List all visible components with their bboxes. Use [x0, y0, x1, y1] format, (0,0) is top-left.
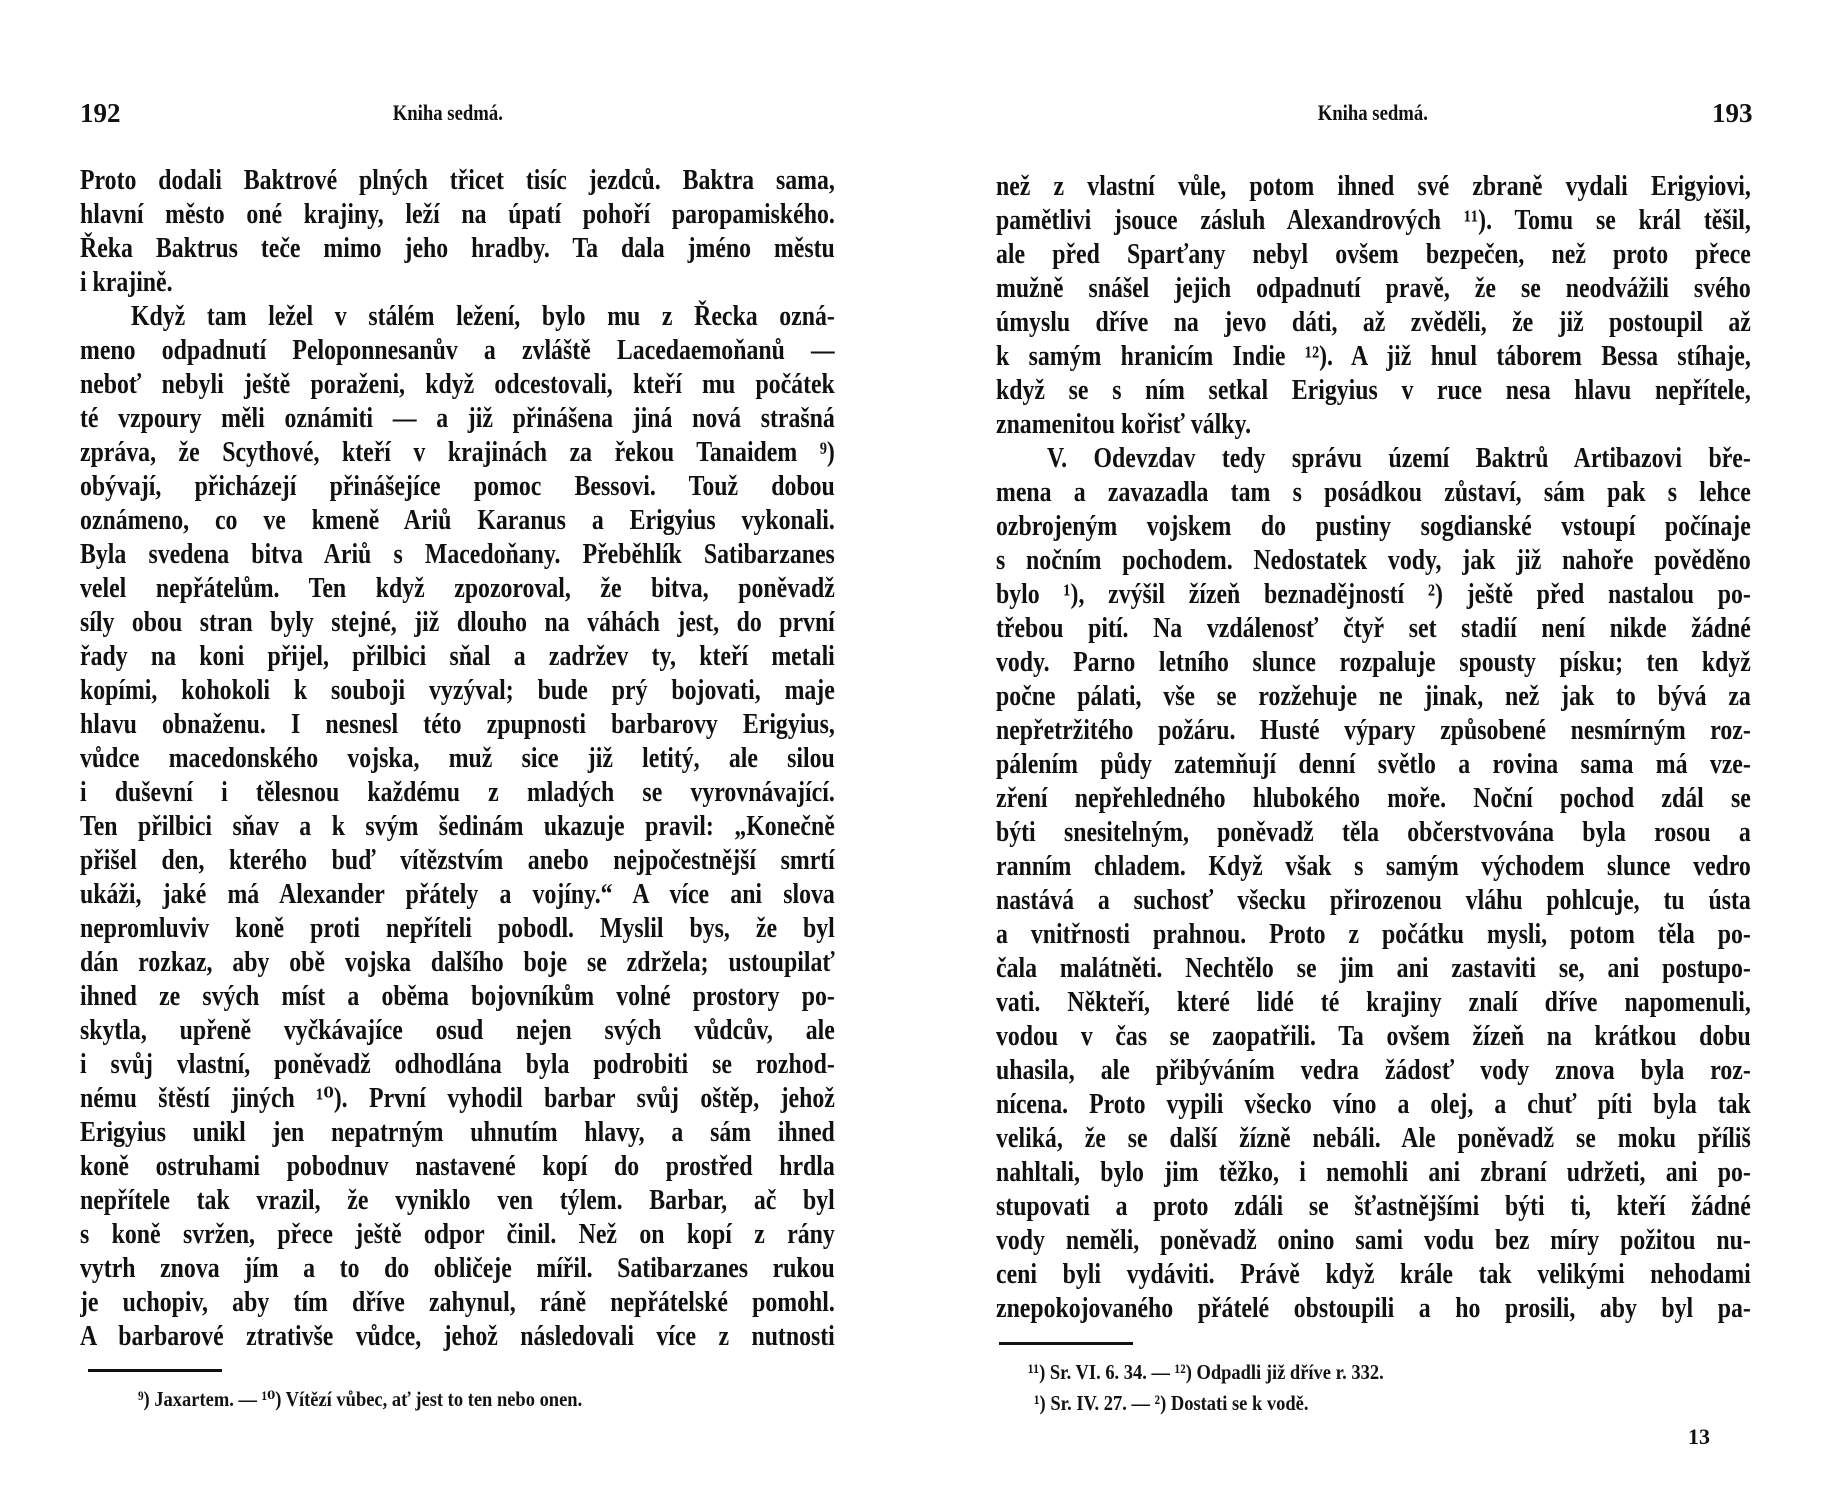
- text-line: nepromluviv koně proti nepříteli pobodl. Myslil bys, že byl: [80, 913, 835, 944]
- text-line: než z vlastní vůle, potom ihned své zbraně vydali Erigyiovi,: [996, 171, 1751, 202]
- text-line: je uchopiv, aby tím dříve zahynul, ráně nepřátelské pomohl.: [80, 1287, 835, 1318]
- text-line: hlavu obnaženu. I nesnesl této zpupnosti barbarovy Erigyius,: [80, 709, 835, 740]
- text-line: znamenitou kořisť války.: [996, 409, 1252, 440]
- footnote-rule: [999, 1342, 1133, 1345]
- text-line: meno odpadnutí Peloponnesanův a zvláště Lacedaemoňanů —: [80, 335, 835, 366]
- footnote: ⁹) Jaxartem. — ¹⁰) Vítězí vůbec, ať jest to ten nebo onen.: [138, 1387, 583, 1411]
- text-line: i duševní i tělesnou každému z mladých se vyrovnávající.: [80, 777, 835, 808]
- text-line: nému štěstí jiných ¹⁰). První vyhodil barbar svůj oštěp, jehož: [80, 1083, 835, 1114]
- text-line: nícena. Proto vypili všecko víno a olej, a chuť píti byla tak: [996, 1089, 1751, 1120]
- text-line: znepokojovaného přátelé obstoupili a ho prosili, aby byl pa-: [996, 1293, 1751, 1324]
- text-line: pamětlivi jsouce zásluh Alexandrových ¹¹). Tomu se král těšil,: [996, 205, 1751, 236]
- text-line: úmyslu dříve na jevo dáti, až zvěděli, že již postoupil až: [996, 307, 1751, 338]
- text-line: nepřetržitého požáru. Husté výpary způsobené nesmírným roz-: [996, 715, 1751, 746]
- running-head: Kniha sedmá.: [1317, 100, 1428, 125]
- text-line: Ten přilbici sňav a k svým šedinám ukazuje pravil: „Konečně: [80, 811, 835, 842]
- page-number: 192: [80, 98, 121, 128]
- text-line: síly obou stran byly stejné, již dlouho na váhách jest, do první: [80, 607, 835, 638]
- text-line: vody. Parno letního slunce rozpaluje spousty písku; ten když: [996, 647, 1751, 678]
- footnote: ¹¹) Sr. VI. 6. 34. — ¹²) Odpadli již dříve r. 332.: [1028, 1360, 1384, 1384]
- text-line: nastává a suchosť všecku přirozenou vláhu pohlcuje, tu ústa: [996, 885, 1751, 916]
- text-line: Když tam ležel v stálém ležení, bylo mu z Řecka ozná-: [131, 301, 835, 332]
- text-line: ihned ze svých míst a oběma bojovníkům volné prostory po-: [80, 981, 835, 1012]
- text-line: mužně snášel jejich odpadnutí pravě, že se neodvážili svého: [996, 273, 1751, 304]
- text-line: neboť nebyli ještě poraženi, když odcestovali, kteří mu počátek: [80, 369, 835, 400]
- page-number: 193: [1712, 98, 1753, 128]
- text-line: ukáži, jaké má Alexander přátely a vojíny.“ A více ani slova: [80, 879, 835, 910]
- text-line: hlavní město oné krajiny, leží na úpatí pohoří paropamiského.: [80, 199, 835, 230]
- text-line: veliká, že se další žízně nebáli. Ale poněvadž se moku příliš: [996, 1123, 1751, 1154]
- text-line: a vnitřnosti prahnou. Proto z počátku mysli, potom těla po-: [996, 919, 1751, 950]
- text-line: býti snesitelným, poněvadž těla občerstvována byla rosou a: [996, 817, 1751, 848]
- text-line: i krajině.: [80, 267, 173, 298]
- footnote-rule: [88, 1369, 222, 1372]
- text-line: vati. Někteří, které lidé té krajiny znalí dříve napomenuli,: [996, 987, 1751, 1018]
- text-line: vytrh znova jím a to do obličeje mířil. Satibarzanes rukou: [80, 1253, 835, 1284]
- text-line: vody neměli, poněvadž onino sami vodu bez míry požitou nu-: [996, 1225, 1751, 1256]
- text-line: mena a zavazadla tam s posádkou zůstaví, sám pak s lehce: [996, 477, 1751, 508]
- text-line: nepřítele tak vrazil, že vyniklo ven týlem. Barbar, ač byl: [80, 1185, 835, 1216]
- text-line: k samým hranicím Indie ¹²). A již hnul táborem Bessa stíhaje,: [996, 341, 1751, 372]
- text-line: s koně svržen, přece ještě odpor činil. Než on kopí z rány: [80, 1219, 835, 1250]
- text-line: přišel den, kterého buď vítězstvím anebo nejpočestnější smrtí: [80, 845, 835, 876]
- text-line: s nočním pochodem. Nedostatek vody, jak již nahoře pověděno: [996, 545, 1751, 576]
- text-line: Byla svedena bitva Ariů s Macedoňany. Přeběhlík Satibarzanes: [80, 539, 835, 570]
- footnote: ¹) Sr. IV. 27. — ²) Dostati se k vodě.: [1034, 1391, 1309, 1415]
- text-line: ranním chladem. Když však s samým východem slunce vedro: [996, 851, 1751, 882]
- text-line: vůdce macedonského vojska, muž sice již letitý, ale silou: [80, 743, 835, 774]
- text-line: třebou pití. Na vzdálenosť čtyř set stadií není nikde žádné: [996, 613, 1751, 644]
- text-line: dán rozkaz, aby obě vojska dalšího boje se zdržela; ustoupilať: [80, 947, 835, 978]
- text-line: obývají, přicházejí přinášejíce pomoc Bessovi. Touž dobou: [80, 471, 835, 502]
- text-line: A barbarové ztrativše vůdce, jehož následovali více z nutnosti: [80, 1321, 835, 1352]
- text-line: V. Odevzdav tedy správu území Baktrů Artibazovi bře-: [1047, 443, 1751, 474]
- text-line: zpráva, že Scythové, kteří v krajinách za řekou Tanaidem ⁹): [80, 437, 835, 468]
- text-line: ceni byli vydáviti. Právě když krále tak velikými nehodami: [996, 1259, 1751, 1290]
- text-line: když se s ním setkal Erigyius v ruce nesa hlavu nepřítele,: [996, 375, 1751, 406]
- text-line: kopími, kohokoli k souboji vyzýval; bude prý bojovati, maje: [80, 675, 835, 706]
- signature-mark: 13: [1688, 1424, 1710, 1449]
- text-line: té vzpoury měli oznámiti — a již přinášena jiná nová strašná: [80, 403, 835, 434]
- text-line: počne pálati, vše se rozžehuje ne jinak, než jak to bývá za: [996, 681, 1751, 712]
- text-line: zření nepřehledného hlubokého moře. Noční pochod zdál se: [996, 783, 1751, 814]
- text-line: Řeka Baktrus teče mimo jeho hradby. Ta dala jméno městu: [80, 233, 835, 264]
- text-line: řady na koni přijel, přilbici sňal a zadržev ty, kteří metali: [80, 641, 835, 672]
- text-line: čala malátněti. Nechtělo se jim ani zastaviti se, ani postupo-: [996, 953, 1751, 984]
- text-line: vodou v čas se zaopatřili. Ta ovšem žízeň na krátkou dobu: [996, 1021, 1751, 1052]
- text-line: uhasila, ale přibýváním vedra žádosť vody znova byla roz-: [996, 1055, 1751, 1086]
- text-line: ale před Sparťany nebyl ovšem bezpečen, než proto přece: [996, 239, 1751, 270]
- text-line: oznámeno, co ve kmeně Ariů Karanus a Erigyius vykonali.: [80, 505, 835, 536]
- text-line: nahltali, bylo jim těžko, i nemohli ani zbraní udržeti, ani po-: [996, 1157, 1751, 1188]
- text-line: pálením půdy zatemňují denní světlo a rovina sama má vze-: [996, 749, 1751, 780]
- right-page: [916, 0, 1832, 1500]
- text-line: Proto dodali Baktrové plných třicet tisíc jezdců. Baktra sama,: [80, 165, 835, 196]
- text-line: stupovati a proto zdáli se šťastnějšími býti ti, kteří žádné: [996, 1191, 1751, 1222]
- text-line: velel nepřátelům. Ten když zpozoroval, že bitva, poněvadž: [80, 573, 835, 604]
- text-line: ozbrojeným vojskem do pustiny sogdianské vstoupí počínaje: [996, 511, 1751, 542]
- page-body-text: [996, 170, 1751, 1326]
- text-line: koně ostruhami pobodnuv nastavené kopí do prostřed hrdla: [80, 1151, 835, 1182]
- text-line: Erigyius unikl jen nepatrným uhnutím hlavy, a sám ihned: [80, 1117, 835, 1148]
- text-line: i svůj vlastní, poněvadž odhodlána byla podrobiti se rozhod-: [80, 1049, 835, 1080]
- text-line: skytla, upřeně vyčkávajíce osud nejen svých vůdcův, ale: [80, 1015, 835, 1046]
- running-head: Kniha sedmá.: [392, 100, 503, 125]
- page-body-text: [80, 164, 835, 1354]
- text-line: bylo ¹), zvýšil žízeň beznadějností ²) ještě před nastalou po-: [996, 579, 1751, 610]
